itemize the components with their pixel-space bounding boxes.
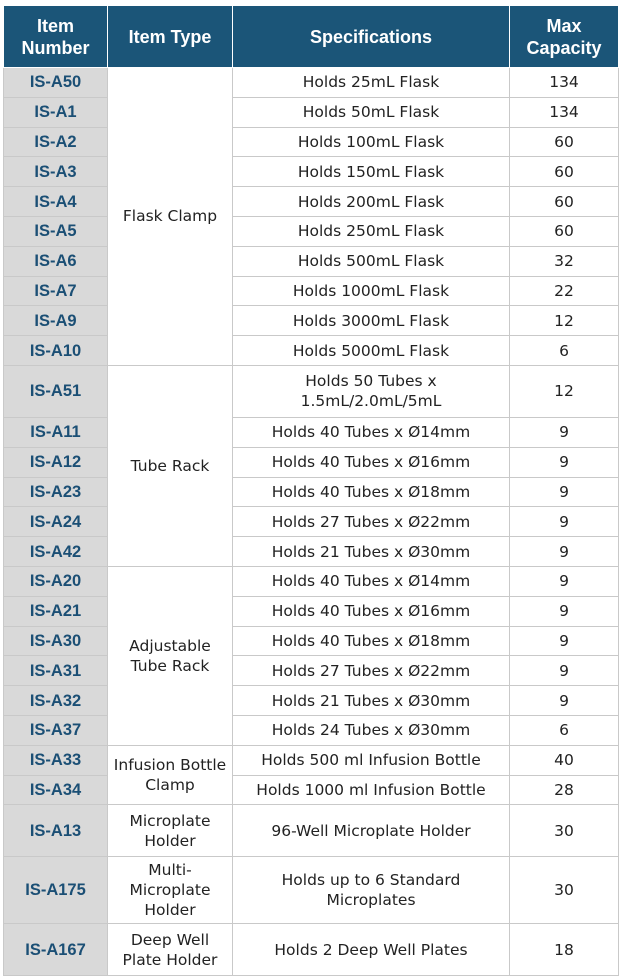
- specification-cell: Holds 40 Tubes x Ø16mm: [233, 447, 510, 477]
- item-number-cell: IS-A7: [4, 276, 108, 306]
- specification-cell: Holds 21 Tubes x Ø30mm: [233, 686, 510, 716]
- specification-cell: Holds 2 Deep Well Plates: [233, 924, 510, 976]
- specification-cell: Holds 500 ml Infusion Bottle: [233, 745, 510, 775]
- table-row: [4, 336, 619, 366]
- table-row: [4, 775, 619, 805]
- item-number-cell: IS-A5: [4, 216, 108, 246]
- table-row: [4, 566, 619, 596]
- max-capacity-cell: 9: [510, 566, 619, 596]
- item-type-cell: Microplate Holder: [108, 805, 233, 857]
- table-row: [4, 507, 619, 537]
- table-row: [4, 417, 619, 447]
- max-capacity-cell: 40: [510, 745, 619, 775]
- header-item-number: Item Number: [4, 6, 108, 68]
- table-row: [4, 656, 619, 686]
- specification-cell: Holds up to 6 Standard Microplates: [233, 857, 510, 924]
- table-row: [4, 127, 619, 157]
- item-number-cell: IS-A34: [4, 775, 108, 805]
- item-number-cell: IS-A9: [4, 306, 108, 336]
- max-capacity-cell: 6: [510, 336, 619, 366]
- specification-cell: Holds 1000 ml Infusion Bottle: [233, 775, 510, 805]
- item-number-cell: IS-A12: [4, 447, 108, 477]
- table-row: [4, 187, 619, 217]
- table-row: [4, 246, 619, 276]
- table-row: [4, 276, 619, 306]
- table-row: [4, 216, 619, 246]
- item-number-cell: IS-A31: [4, 656, 108, 686]
- table-row: [4, 626, 619, 656]
- specification-cell: Holds 5000mL Flask: [233, 336, 510, 366]
- table-row: [4, 924, 619, 976]
- max-capacity-cell: 9: [510, 626, 619, 656]
- max-capacity-cell: 9: [510, 656, 619, 686]
- item-number-cell: IS-A32: [4, 686, 108, 716]
- specification-cell: Holds 40 Tubes x Ø14mm: [233, 417, 510, 447]
- max-capacity-cell: 60: [510, 127, 619, 157]
- item-number-cell: IS-A42: [4, 537, 108, 567]
- item-number-cell: IS-A33: [4, 745, 108, 775]
- item-number-cell: IS-A13: [4, 805, 108, 857]
- table-row: [4, 537, 619, 567]
- item-number-cell: IS-A6: [4, 246, 108, 276]
- item-number-cell: IS-A51: [4, 365, 108, 417]
- header-item-type: Item Type: [108, 6, 233, 68]
- max-capacity-cell: 6: [510, 715, 619, 745]
- item-number-cell: IS-A4: [4, 187, 108, 217]
- specification-cell: Holds 250mL Flask: [233, 216, 510, 246]
- table-row: [4, 447, 619, 477]
- max-capacity-cell: 30: [510, 857, 619, 924]
- table-row: [4, 68, 619, 98]
- item-type-cell: Deep Well Plate Holder: [108, 924, 233, 976]
- item-number-cell: IS-A11: [4, 417, 108, 447]
- item-number-cell: IS-A175: [4, 857, 108, 924]
- item-type-cell: Flask Clamp: [108, 68, 233, 366]
- max-capacity-cell: 32: [510, 246, 619, 276]
- table-row: [4, 805, 619, 857]
- specification-cell: Holds 3000mL Flask: [233, 306, 510, 336]
- specification-cell: Holds 50mL Flask: [233, 97, 510, 127]
- specification-cell: Holds 100mL Flask: [233, 127, 510, 157]
- table-row: [4, 306, 619, 336]
- item-number-cell: IS-A1: [4, 97, 108, 127]
- item-number-cell: IS-A24: [4, 507, 108, 537]
- specification-cell: Holds 25mL Flask: [233, 68, 510, 98]
- specification-cell: Holds 150mL Flask: [233, 157, 510, 187]
- table-row: [4, 857, 619, 924]
- specification-cell: Holds 27 Tubes x Ø22mm: [233, 656, 510, 686]
- specification-cell: Holds 200mL Flask: [233, 187, 510, 217]
- item-number-cell: IS-A50: [4, 68, 108, 98]
- item-number-cell: IS-A30: [4, 626, 108, 656]
- table-row: [4, 157, 619, 187]
- specification-cell: Holds 27 Tubes x Ø22mm: [233, 507, 510, 537]
- max-capacity-cell: 9: [510, 447, 619, 477]
- header-row: [4, 6, 619, 68]
- specification-cell: Holds 24 Tubes x Ø30mm: [233, 715, 510, 745]
- item-number-cell: IS-A167: [4, 924, 108, 976]
- specification-cell: Holds 500mL Flask: [233, 246, 510, 276]
- item-type-cell: Adjustable Tube Rack: [108, 566, 233, 745]
- table-row: [4, 686, 619, 716]
- table-row: [4, 97, 619, 127]
- max-capacity-cell: 60: [510, 187, 619, 217]
- max-capacity-cell: 12: [510, 365, 619, 417]
- item-type-cell: Multi-Microplate Holder: [108, 857, 233, 924]
- item-number-cell: IS-A3: [4, 157, 108, 187]
- table-row: [4, 477, 619, 507]
- table-row: [4, 596, 619, 626]
- item-number-cell: IS-A2: [4, 127, 108, 157]
- item-number-cell: IS-A10: [4, 336, 108, 366]
- table-row: [4, 715, 619, 745]
- max-capacity-cell: 12: [510, 306, 619, 336]
- item-number-cell: IS-A23: [4, 477, 108, 507]
- max-capacity-cell: 28: [510, 775, 619, 805]
- specification-cell: Holds 40 Tubes x Ø14mm: [233, 566, 510, 596]
- max-capacity-cell: 134: [510, 68, 619, 98]
- max-capacity-cell: 9: [510, 537, 619, 567]
- max-capacity-cell: 9: [510, 477, 619, 507]
- specification-cell: 96-Well Microplate Holder: [233, 805, 510, 857]
- specification-cell: Holds 50 Tubes x 1.5mL/2.0mL/5mL: [233, 365, 510, 417]
- header-max-capacity: Max Capacity: [510, 6, 619, 68]
- max-capacity-cell: 18: [510, 924, 619, 976]
- max-capacity-cell: 134: [510, 97, 619, 127]
- max-capacity-cell: 22: [510, 276, 619, 306]
- specification-cell: Holds 40 Tubes x Ø18mm: [233, 477, 510, 507]
- product-table: [3, 5, 619, 976]
- max-capacity-cell: 9: [510, 417, 619, 447]
- max-capacity-cell: 9: [510, 596, 619, 626]
- item-number-cell: IS-A20: [4, 566, 108, 596]
- specification-cell: Holds 40 Tubes x Ø18mm: [233, 626, 510, 656]
- specification-cell: Holds 1000mL Flask: [233, 276, 510, 306]
- max-capacity-cell: 60: [510, 157, 619, 187]
- specification-cell: Holds 40 Tubes x Ø16mm: [233, 596, 510, 626]
- table-row: [4, 365, 619, 417]
- header-specifications: Specifications: [233, 6, 510, 68]
- specification-cell: Holds 21 Tubes x Ø30mm: [233, 537, 510, 567]
- max-capacity-cell: 9: [510, 686, 619, 716]
- item-number-cell: IS-A21: [4, 596, 108, 626]
- item-number-cell: IS-A37: [4, 715, 108, 745]
- item-type-cell: Tube Rack: [108, 365, 233, 566]
- table-body: [4, 68, 619, 976]
- max-capacity-cell: 9: [510, 507, 619, 537]
- table-row: [4, 745, 619, 775]
- max-capacity-cell: 60: [510, 216, 619, 246]
- item-type-cell: Infusion Bottle Clamp: [108, 745, 233, 805]
- max-capacity-cell: 30: [510, 805, 619, 857]
